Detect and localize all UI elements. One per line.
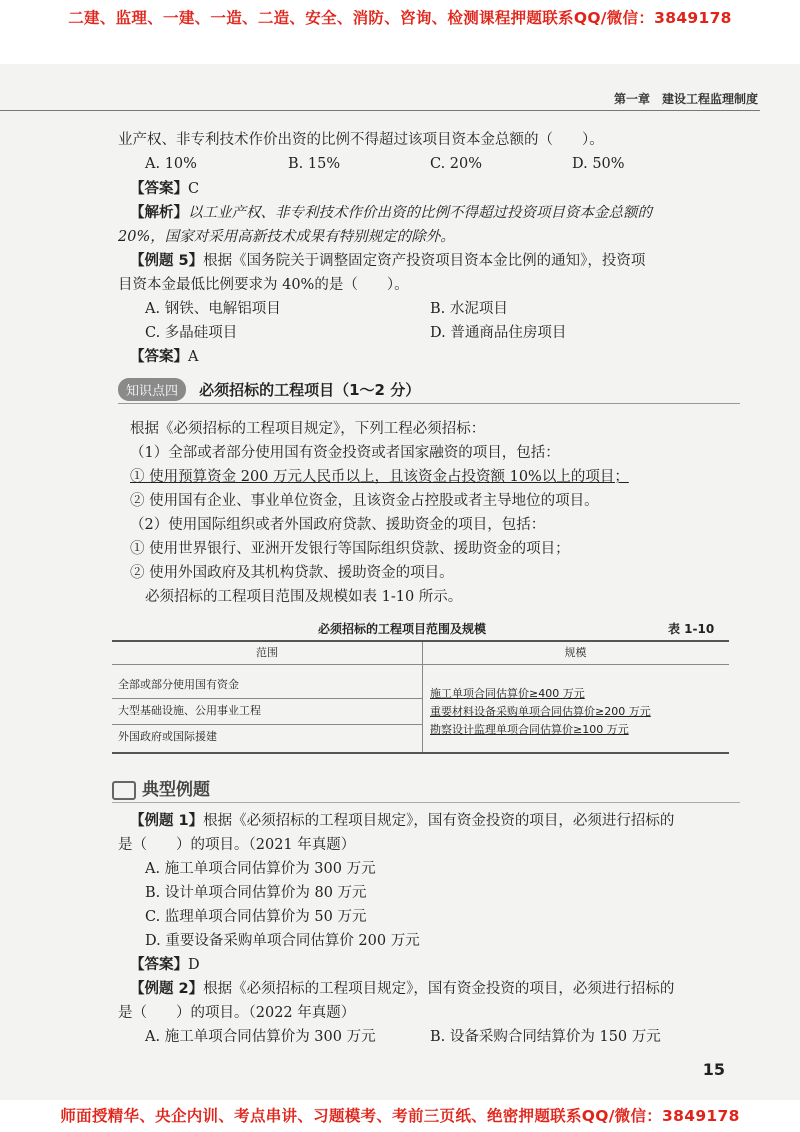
analysis-text-2: 20%，国家对采用高新技术成果有特别规定的除外。 — [118, 229, 455, 245]
table-row-rule — [112, 698, 422, 699]
example5-stem-2: 目资本金最低比例要求为 40%的是（ ）。 — [118, 277, 409, 293]
prev-option-d: D. 50% — [572, 156, 625, 172]
example2-label: 【例题 2】 — [130, 981, 204, 997]
body-line: ① 使用世界银行、亚洲开发银行等国际组织贷款、援助资金的项目； — [130, 541, 570, 557]
table-number: 表 1-10 — [668, 622, 715, 636]
knowledge-point-heading — [118, 378, 420, 401]
example1-stem-1: 【例题 1】根据《必须招标的工程项目规定》，国有资金投资的项目，必须进行招标的 — [130, 813, 675, 829]
scope-scale-table — [112, 640, 729, 754]
body-line: （1）全部或者部分使用国有资金投资或者国家融资的项目，包括： — [130, 445, 560, 461]
table-scale-cell: 施工单项合同估算价≥400 万元 — [430, 687, 585, 700]
table-scope-cell: 外国政府或国际援建 — [118, 730, 217, 743]
body-line: ① 使用预算资金 200 万元人民币以上，且该资金占投资额 10%以上的项目； — [130, 469, 629, 485]
example1-option-d: D. 重要设备采购单项合同估算价 200 万元 — [145, 933, 420, 949]
table-column-rule — [422, 642, 423, 752]
examples-heading-text: 典型例题 — [142, 780, 210, 800]
bottom-banner: 师面授精华、央企内训、考点串讲、习题模考、考前三页纸、绝密押题联系QQ/微信：3849178 — [60, 1107, 740, 1125]
example1-stem-2: 是（ ）的项目。（2021 年真题） — [118, 837, 356, 853]
example2-option-b: B. 设备采购合同结算价为 150 万元 — [430, 1029, 661, 1045]
table-header-scope: 范围 — [256, 646, 278, 659]
prev-option-c: C. 20% — [430, 156, 483, 172]
prev-answer — [130, 178, 199, 200]
example5-option-b: B. 水泥项目 — [430, 301, 508, 317]
answer-label: 【答案】 — [130, 181, 188, 197]
prev-analysis — [130, 202, 652, 224]
example5-option-d: D. 普通商品住房项目 — [430, 325, 567, 341]
answer-value: C — [188, 181, 200, 197]
body-line: （2）使用国际组织或者外国政府贷款、援助资金的项目，包括： — [130, 517, 546, 533]
example1-label: 【例题 1】 — [130, 813, 204, 829]
body-line: ② 使用外国政府及其机构贷款、援助资金的项目。 — [130, 565, 454, 581]
table-header-scale: 规模 — [564, 646, 587, 659]
body-line: 必须招标的工程项目范围及规模如表 1-10 所示。 — [145, 589, 463, 605]
knowledge-point-badge: 知识点四 — [118, 378, 186, 401]
notebook-icon — [112, 781, 136, 800]
example5-option-c: C. 多晶硅项目 — [145, 325, 238, 341]
table-scope-cell: 大型基础设施、公用事业工程 — [118, 704, 261, 717]
running-header: 第一章 建设工程监理制度 — [613, 92, 758, 106]
table-scope-cell: 全部或部分使用国有资金 — [118, 678, 239, 691]
body-line: ② 使用国有企业、事业单位资金，且该资金占控股或者主导地位的项目。 — [130, 493, 599, 509]
example1-option-b: B. 设计单项合同估算价为 80 万元 — [145, 885, 367, 901]
table-scale-cell: 勘察设计监理单项合同估算价≥100 万元 — [430, 723, 629, 736]
example5-stem-1: 【例题 5】根据《国务院关于调整固定资产投资项目资本金比例的通知》，投资项 — [130, 253, 646, 269]
prev-option-a: A. 10% — [145, 156, 197, 172]
table-caption: 必须招标的工程项目范围及规模 — [318, 622, 487, 636]
header-rule — [0, 110, 760, 111]
example5-option-a: A. 钢铁、电解铝项目 — [145, 301, 281, 317]
table-row-rule — [112, 724, 422, 725]
examples-heading — [112, 775, 210, 800]
knowledge-point-rule — [118, 403, 740, 404]
example2-option-a: A. 施工单项合同估算价为 300 万元 — [145, 1029, 376, 1045]
example1-option-c: C. 监理单项合同估算价为 50 万元 — [145, 909, 367, 925]
table-header-rule — [112, 664, 729, 665]
analysis-label: 【解析】 — [130, 205, 188, 221]
example5-answer: 【答案】A — [130, 349, 199, 365]
analysis-text-1: 以工业产权、非专利技术作价出资的比例不得超过投资项目资本金总额的 — [188, 205, 652, 221]
example5-label: 【例题 5】 — [130, 253, 204, 269]
examples-rule — [112, 802, 740, 803]
example2-stem-1: 【例题 2】根据《必须招标的工程项目规定》，国有资金投资的项目，必须进行招标的 — [130, 981, 675, 997]
top-banner: 二建、监理、一建、一造、二造、安全、消防、咨询、检测课程押题联系QQ/微信：3849178 — [68, 9, 732, 27]
example2-stem-2: 是（ ）的项目。（2022 年真题） — [118, 1005, 356, 1021]
knowledge-point-title: 必须招标的工程项目（1～2 分） — [199, 381, 421, 399]
prev-question-stem: 业产权、非专利技术作价出资的比例不得超过该项目资本金总额的（ ）。 — [118, 132, 604, 148]
prev-option-b: B. 15% — [288, 156, 341, 172]
page-number: 15 — [702, 1060, 725, 1079]
table-scale-cell: 重要材料设备采购单项合同估算价≥200 万元 — [430, 705, 651, 718]
body-line: 根据《必须招标的工程项目规定》，下列工程必须招标： — [130, 421, 486, 437]
example1-answer: 【答案】D — [130, 957, 200, 973]
example1-option-a: A. 施工单项合同估算价为 300 万元 — [145, 861, 376, 877]
